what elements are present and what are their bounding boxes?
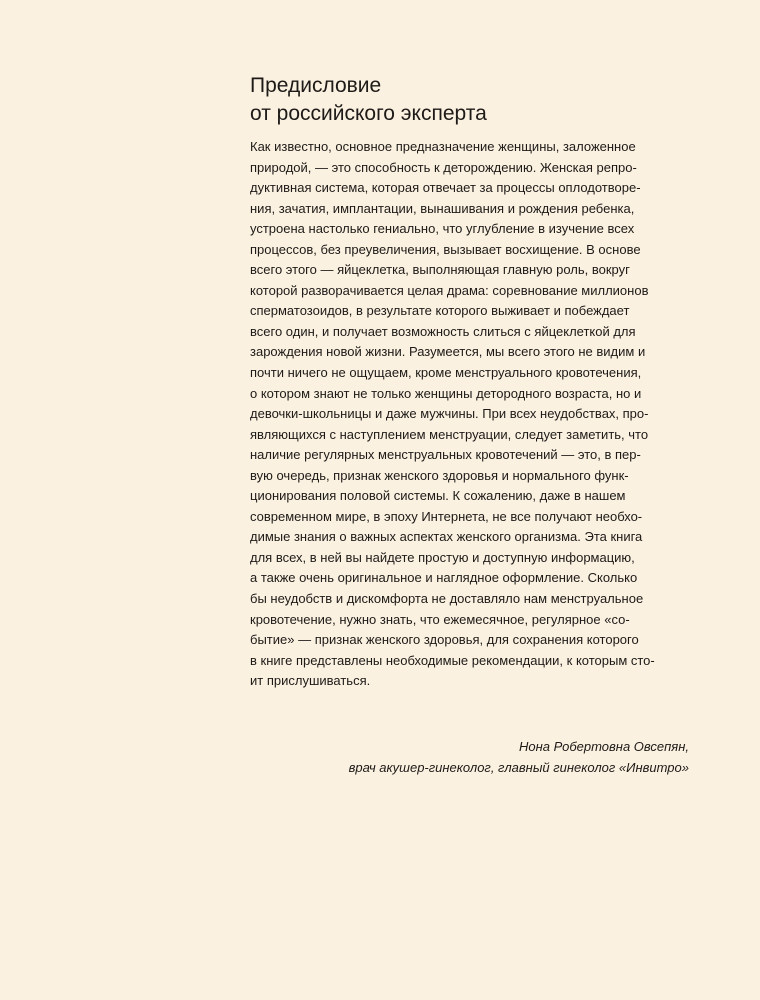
body-line: являющихся с наступлением менструации, следует заметить, что bbox=[250, 426, 649, 442]
body-line: устроена настолько гениально, что углубление в изучение всех bbox=[250, 221, 635, 237]
body-line: почти ничего не ощущаем, кроме менструального кровотечения, bbox=[250, 365, 642, 381]
body-line: кровотечение, нужно знать, что ежемесячное, регулярное «со- bbox=[250, 611, 630, 627]
body-line: димые знания о важных аспектах женского организма. Эта книга bbox=[250, 529, 643, 545]
title-line-2: от российского эксперта bbox=[250, 102, 487, 125]
body-line: наличие регулярных менструальных кровотечений — это, в пер- bbox=[250, 447, 641, 463]
author-title: врач акушер-гинеколог, главный гинеколог «Инвитро» bbox=[348, 759, 689, 775]
body-line: всего этого — яйцеклетка, выполняющая главную роль, вокруг bbox=[250, 262, 630, 278]
body-line: всего один, и получает возможность слиться с яйцеклеткой для bbox=[250, 323, 636, 339]
body-line: вую очередь, признак женского здоровья и нормального функ- bbox=[250, 467, 629, 483]
body-line: ния, зачатия, имплантации, вынашивания и рождения ребенка, bbox=[250, 200, 635, 216]
body-line: Как известно, основное предназначение женщины, заложенное bbox=[250, 139, 636, 154]
page-title bbox=[250, 72, 720, 128]
body-line: девочки-школьницы и даже мужчины. При всех неудобствах, про- bbox=[250, 406, 649, 422]
body-line: ционирования половой системы. К сожалению, даже в нашем bbox=[250, 488, 626, 504]
foreword-body bbox=[250, 137, 690, 692]
body-line: бытие» — признак женского здоровья, для сохранения которого bbox=[250, 632, 639, 648]
body-line: бы неудобств и дискомфорта не доставляло нам менструальное bbox=[250, 591, 644, 607]
body-line: о котором знают не только женщины детородного возраста, но и bbox=[250, 385, 642, 401]
title-line-1: Предисловие bbox=[250, 74, 382, 97]
body-line: ит прислушиваться. bbox=[250, 673, 371, 689]
body-line: а также очень оригинальное и наглядное оформление. Сколько bbox=[250, 570, 638, 586]
body-line: дуктивная система, которая отвечает за процессы оплодотворе- bbox=[250, 180, 641, 196]
body-line: в книге представлены необходимые рекомендации, к которым сто- bbox=[250, 652, 655, 668]
body-line: которой разворачивается целая драма: соревнование миллионов bbox=[250, 282, 649, 298]
body-line: для всех, в ней вы найдете простую и доступную информацию, bbox=[250, 549, 635, 565]
body-line: процессов, без преувеличения, вызывает восхищение. В основе bbox=[250, 241, 641, 257]
author-signature bbox=[349, 737, 689, 778]
body-line: современном мире, в эпоху Интернета, не все получают необхо- bbox=[250, 508, 643, 524]
body-line: зарождения новой жизни. Разумеется, мы всего этого не видим и bbox=[250, 344, 646, 360]
author-name: Нона Робертовна Овсепян, bbox=[518, 739, 689, 754]
body-line: сперматозоидов, в результате которого выживает и побеждает bbox=[250, 303, 630, 319]
body-line: природой, — это способность к деторождению. Женская репро- bbox=[250, 159, 637, 175]
